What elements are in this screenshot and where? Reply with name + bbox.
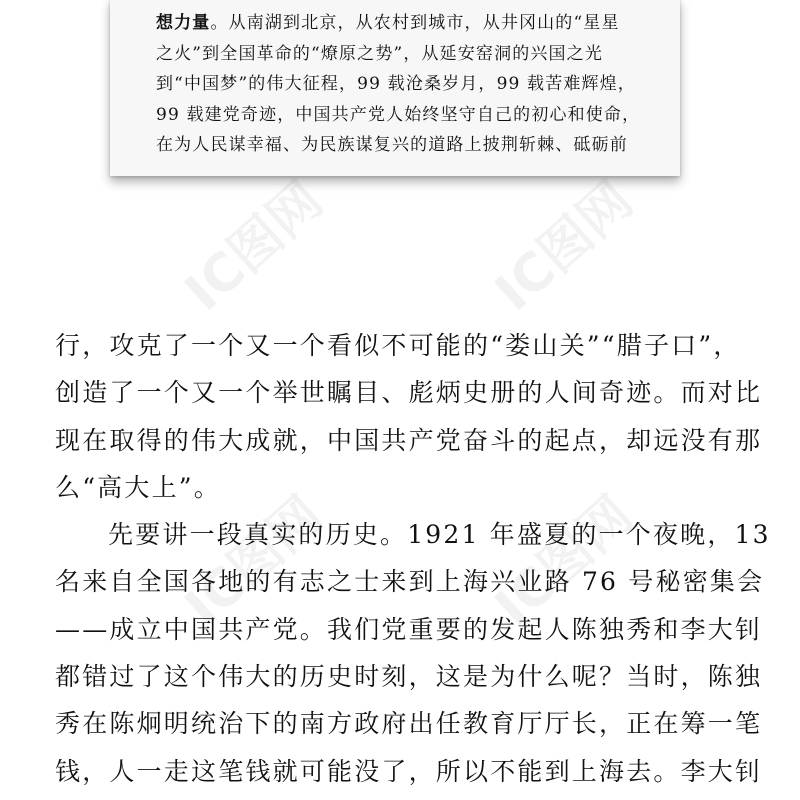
body-line: ——成立中国共产党。我们党重要的发起人陈独秀和李大钊 bbox=[55, 614, 763, 644]
excerpt-line: 在为人民谋幸福、为民族谋复兴的道路上披荆斩棘、砥砺前 bbox=[156, 135, 628, 155]
watermark: IC图网 bbox=[484, 170, 645, 323]
excerpt-line: 99 载建党奇迹，中国共产党人始终坚守自己的初心和使命， bbox=[156, 104, 641, 125]
watermark: IC图网 bbox=[484, 485, 645, 638]
body-text bbox=[55, 322, 771, 795]
body-line: 名来自全国各地的有志之士来到上海兴业路 76 号秘密集会 bbox=[55, 567, 765, 597]
excerpt-line: 到“中国梦”的伟大征程，99 载沧桑岁月，99 载苦难辉煌， bbox=[156, 74, 636, 94]
body-line: 钱，人一走这笔钱就可能没了，所以不能到上海去。李大钊 bbox=[55, 756, 763, 786]
body-line: 现在取得的伟大成就，中国共产党奋斗的起点，却远没有那 bbox=[55, 425, 763, 455]
body-line: 秀在陈炯明统治下的南方政府出任教育厅厅长，正在筹一笔 bbox=[55, 709, 763, 739]
watermark: IC图网 bbox=[174, 170, 335, 323]
excerpt-box bbox=[110, 0, 680, 176]
body-line: 先要讲一段真实的历史。1921 年盛夏的一个夜晚，13 bbox=[108, 520, 771, 550]
excerpt-line: 之火”到全国革命的“燎原之势”，从延安窑洞的兴国之光 bbox=[156, 43, 603, 64]
body-line: 么“高大上”。 bbox=[55, 472, 221, 502]
excerpt-lead-bold: 想力量 bbox=[156, 13, 211, 33]
excerpt-line bbox=[156, 8, 640, 39]
excerpt-lead-rest: 。从南湖到北京，从农村到城市，从井冈山的“星星 bbox=[210, 13, 620, 33]
body-line: 都错过了这个伟大的历史时刻，这是为什么呢？当时，陈独 bbox=[55, 662, 763, 692]
watermark: IC图网 bbox=[174, 485, 335, 638]
body-line: 创造了一个又一个举世瞩目、彪炳史册的人间奇迹。而对比 bbox=[55, 378, 763, 408]
body-line: 行，攻克了一个又一个看似不可能的“娄山关”“腊子口”， bbox=[55, 331, 741, 360]
